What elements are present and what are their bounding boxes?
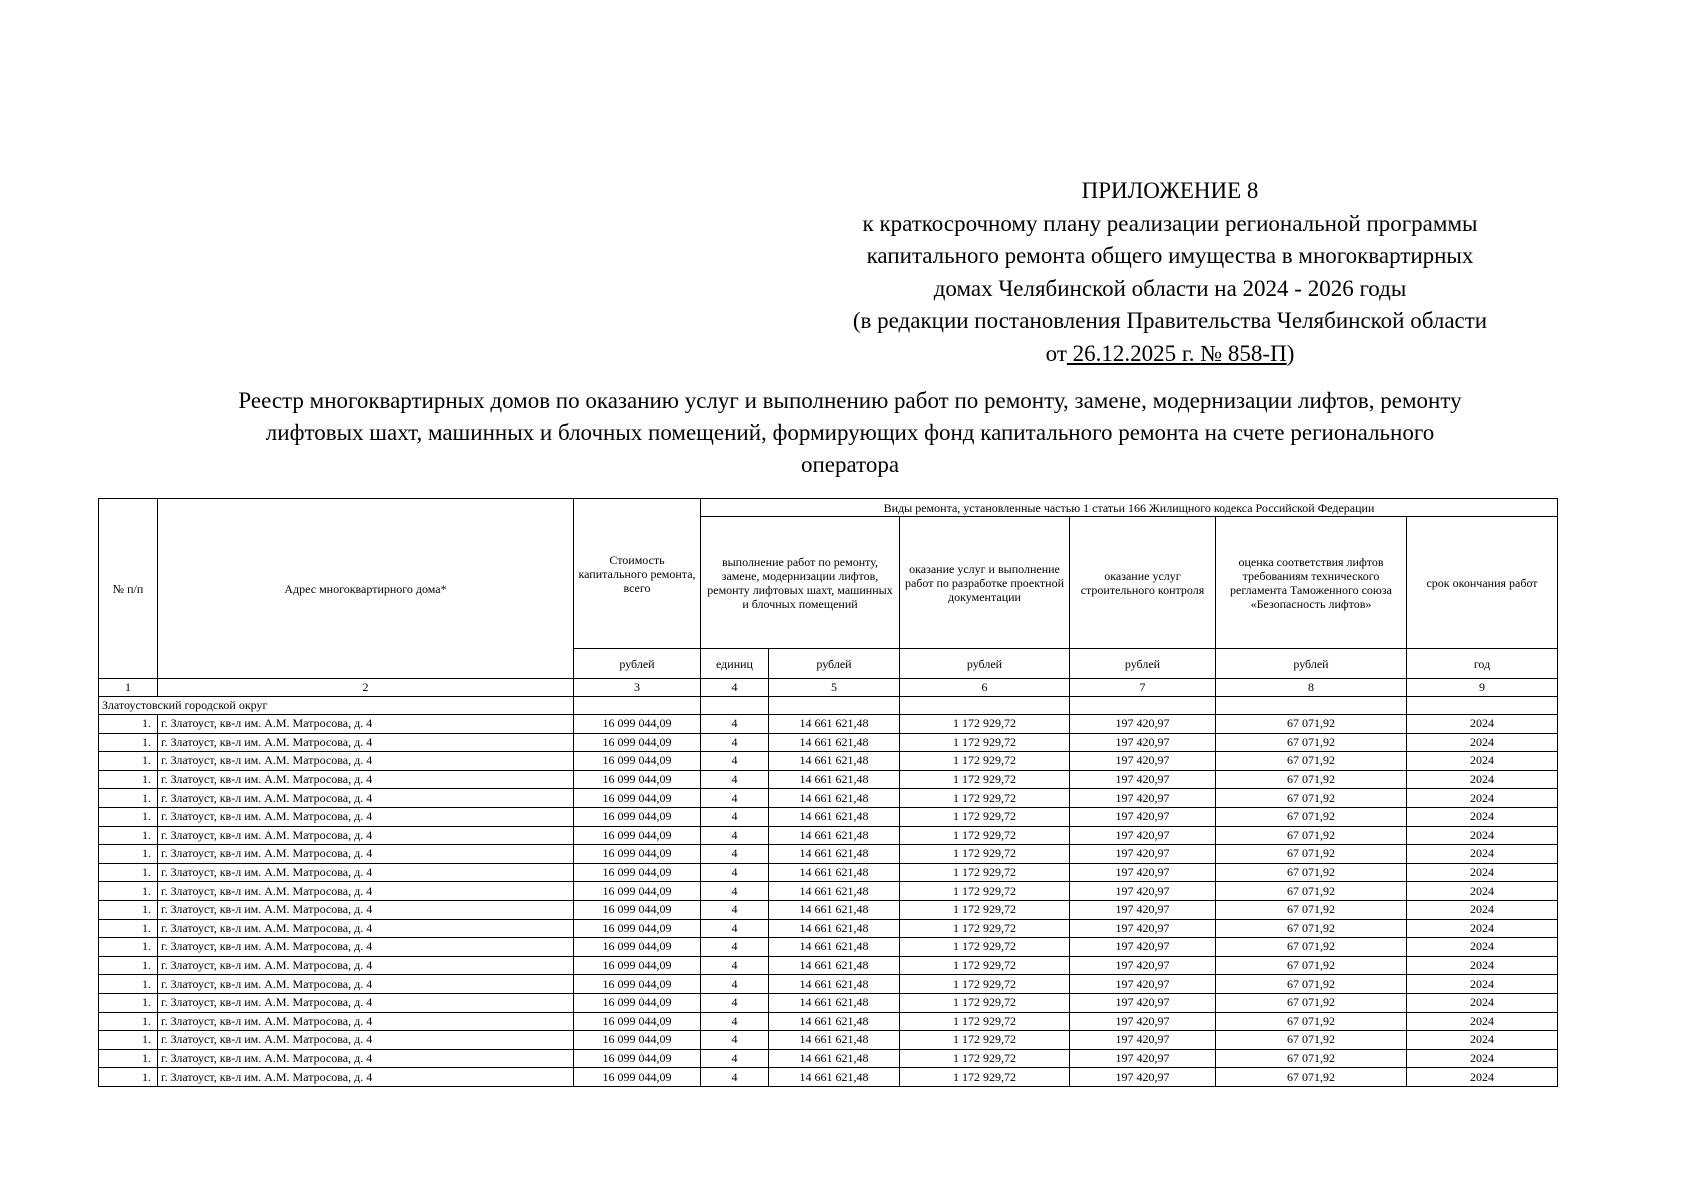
row-units: 4 <box>701 845 769 864</box>
row-control-cost: 197 420,97 <box>1070 1068 1216 1087</box>
row-control-cost: 197 420,97 <box>1070 919 1216 938</box>
row-units: 4 <box>701 1049 769 1068</box>
row-control-cost: 197 420,97 <box>1070 938 1216 957</box>
row-control-cost: 197 420,97 <box>1070 1049 1216 1068</box>
row-lift-cost: 14 661 621,48 <box>769 882 900 901</box>
column-number: 3 <box>574 679 701 697</box>
row-lift-cost: 14 661 621,48 <box>769 863 900 882</box>
appendix-line-5: (в редакции постановления Правительства Челябинской области <box>852 308 1488 333</box>
row-year: 2024 <box>1407 975 1558 994</box>
row-units: 4 <box>701 1012 769 1031</box>
table-row <box>99 826 1558 845</box>
row-year: 2024 <box>1407 807 1558 826</box>
registry-table <box>98 498 1558 1087</box>
table-row <box>99 1068 1558 1087</box>
row-units: 4 <box>701 826 769 845</box>
row-total-cost: 16 099 044,09 <box>574 1012 701 1031</box>
row-assessment-cost: 67 071,92 <box>1216 1068 1407 1087</box>
row-design-cost: 1 172 929,72 <box>900 1068 1070 1087</box>
row-lift-cost: 14 661 621,48 <box>769 752 900 771</box>
row-address: г. Златоуст, кв-л им. А.М. Матросова, д. 4 <box>158 882 574 901</box>
row-total-cost: 16 099 044,09 <box>574 863 701 882</box>
row-design-cost: 1 172 929,72 <box>900 1031 1070 1050</box>
row-units: 4 <box>701 938 769 957</box>
row-units: 4 <box>701 807 769 826</box>
row-num: 1. <box>99 938 158 957</box>
row-address: г. Златоуст, кв-л им. А.М. Матросова, д. 4 <box>158 975 574 994</box>
row-year: 2024 <box>1407 882 1558 901</box>
row-year: 2024 <box>1407 789 1558 808</box>
table-row <box>99 1012 1558 1031</box>
column-number: 5 <box>769 679 900 697</box>
row-year: 2024 <box>1407 1068 1558 1087</box>
row-num: 1. <box>99 975 158 994</box>
row-assessment-cost: 67 071,92 <box>1216 993 1407 1012</box>
row-year: 2024 <box>1407 1012 1558 1031</box>
row-control-cost: 197 420,97 <box>1070 993 1216 1012</box>
table-row <box>99 882 1558 901</box>
row-year: 2024 <box>1407 956 1558 975</box>
row-total-cost: 16 099 044,09 <box>574 938 701 957</box>
row-total-cost: 16 099 044,09 <box>574 789 701 808</box>
row-design-cost: 1 172 929,72 <box>900 863 1070 882</box>
row-assessment-cost: 67 071,92 <box>1216 1012 1407 1031</box>
appendix-line-6 <box>780 338 1560 371</box>
row-control-cost: 197 420,97 <box>1070 733 1216 752</box>
row-total-cost: 16 099 044,09 <box>574 845 701 864</box>
row-assessment-cost: 67 071,92 <box>1216 1031 1407 1050</box>
row-total-cost: 16 099 044,09 <box>574 1068 701 1087</box>
row-design-cost: 1 172 929,72 <box>900 770 1070 789</box>
row-lift-cost: 14 661 621,48 <box>769 938 900 957</box>
table-row <box>99 975 1558 994</box>
row-design-cost: 1 172 929,72 <box>900 845 1070 864</box>
table-row <box>99 993 1558 1012</box>
row-lift-cost: 14 661 621,48 <box>769 807 900 826</box>
row-address: г. Златоуст, кв-л им. А.М. Матросова, д. 4 <box>158 1068 574 1087</box>
row-assessment-cost: 67 071,92 <box>1216 770 1407 789</box>
row-total-cost: 16 099 044,09 <box>574 882 701 901</box>
registry-title <box>95 385 1605 481</box>
appendix-header <box>780 175 1560 370</box>
table-row <box>99 770 1558 789</box>
table-row <box>99 807 1558 826</box>
row-control-cost: 197 420,97 <box>1070 789 1216 808</box>
row-total-cost: 16 099 044,09 <box>574 975 701 994</box>
row-assessment-cost: 67 071,92 <box>1216 919 1407 938</box>
row-total-cost: 16 099 044,09 <box>574 900 701 919</box>
row-assessment-cost: 67 071,92 <box>1216 789 1407 808</box>
header-design: оказание услуг и выполнение работ по разработке проектной документации <box>900 517 1070 649</box>
row-assessment-cost: 67 071,92 <box>1216 956 1407 975</box>
header-assessment: оценка соответствия лифтов требованиям технического регламента Таможенного союза «Безопасность лифтов» <box>1216 517 1407 649</box>
row-year: 2024 <box>1407 900 1558 919</box>
row-num: 1. <box>99 993 158 1012</box>
row-num: 1. <box>99 882 158 901</box>
column-number: 1 <box>99 679 158 697</box>
row-num: 1. <box>99 733 158 752</box>
row-design-cost: 1 172 929,72 <box>900 715 1070 734</box>
row-total-cost: 16 099 044,09 <box>574 956 701 975</box>
row-lift-cost: 14 661 621,48 <box>769 919 900 938</box>
row-units: 4 <box>701 882 769 901</box>
row-lift-cost: 14 661 621,48 <box>769 1031 900 1050</box>
row-num: 1. <box>99 715 158 734</box>
row-year: 2024 <box>1407 752 1558 771</box>
row-address: г. Златоуст, кв-л им. А.М. Матросова, д. 4 <box>158 770 574 789</box>
row-year: 2024 <box>1407 845 1558 864</box>
appendix-title: ПРИЛОЖЕНИЕ 8 <box>1081 178 1259 203</box>
row-control-cost: 197 420,97 <box>1070 752 1216 771</box>
row-assessment-cost: 67 071,92 <box>1216 863 1407 882</box>
header-deadline: срок окончания работ <box>1407 517 1558 649</box>
column-number: 6 <box>900 679 1070 697</box>
unit-design: рублей <box>900 649 1070 679</box>
table-row <box>99 863 1558 882</box>
row-design-cost: 1 172 929,72 <box>900 1049 1070 1068</box>
region-name: Златоустовский городской округ <box>99 697 574 715</box>
row-year: 2024 <box>1407 826 1558 845</box>
row-lift-cost: 14 661 621,48 <box>769 956 900 975</box>
unit-control: рублей <box>1070 649 1216 679</box>
row-num: 1. <box>99 845 158 864</box>
row-design-cost: 1 172 929,72 <box>900 919 1070 938</box>
table-row <box>99 715 1558 734</box>
row-design-cost: 1 172 929,72 <box>900 975 1070 994</box>
table-row <box>99 789 1558 808</box>
row-units: 4 <box>701 789 769 808</box>
header-lift-works: выполнение работ по ремонту, замене, модернизации лифтов, ремонту лифтовых шахт, машинных и блочных помещений <box>701 517 900 649</box>
row-assessment-cost: 67 071,92 <box>1216 752 1407 771</box>
row-assessment-cost: 67 071,92 <box>1216 900 1407 919</box>
row-design-cost: 1 172 929,72 <box>900 752 1070 771</box>
table-row <box>99 733 1558 752</box>
row-address: г. Златоуст, кв-л им. А.М. Матросова, д. 4 <box>158 826 574 845</box>
row-lift-cost: 14 661 621,48 <box>769 845 900 864</box>
row-control-cost: 197 420,97 <box>1070 807 1216 826</box>
row-address: г. Златоуст, кв-л им. А.М. Матросова, д. 4 <box>158 752 574 771</box>
unit-count: единиц <box>701 649 769 679</box>
registry-title-line-3: оператора <box>800 452 900 477</box>
row-design-cost: 1 172 929,72 <box>900 956 1070 975</box>
row-total-cost: 16 099 044,09 <box>574 715 701 734</box>
table-row <box>99 845 1558 864</box>
row-control-cost: 197 420,97 <box>1070 770 1216 789</box>
row-year: 2024 <box>1407 733 1558 752</box>
row-assessment-cost: 67 071,92 <box>1216 845 1407 864</box>
row-year: 2024 <box>1407 938 1558 957</box>
row-units: 4 <box>701 900 769 919</box>
row-address: г. Златоуст, кв-л им. А.М. Матросова, д. 4 <box>158 807 574 826</box>
row-num: 1. <box>99 807 158 826</box>
row-address: г. Златоуст, кв-л им. А.М. Матросова, д. 4 <box>158 845 574 864</box>
row-address: г. Златоуст, кв-л им. А.М. Матросова, д. 4 <box>158 938 574 957</box>
row-assessment-cost: 67 071,92 <box>1216 1049 1407 1068</box>
header-num: № п/п <box>99 499 158 679</box>
row-units: 4 <box>701 993 769 1012</box>
row-units: 4 <box>701 919 769 938</box>
column-number: 4 <box>701 679 769 697</box>
row-design-cost: 1 172 929,72 <box>900 807 1070 826</box>
row-assessment-cost: 67 071,92 <box>1216 807 1407 826</box>
row-design-cost: 1 172 929,72 <box>900 789 1070 808</box>
appendix-date-suffix: ) <box>1286 340 1295 366</box>
appendix-line-4: домах Челябинской области на 2024 - 2026 годы <box>933 275 1407 301</box>
decree-number: № 858-П <box>1200 340 1287 366</box>
row-control-cost: 197 420,97 <box>1070 1012 1216 1031</box>
row-address: г. Златоуст, кв-л им. А.М. Матросова, д. 4 <box>158 1031 574 1050</box>
row-assessment-cost: 67 071,92 <box>1216 733 1407 752</box>
row-total-cost: 16 099 044,09 <box>574 752 701 771</box>
row-lift-cost: 14 661 621,48 <box>769 993 900 1012</box>
appendix-date-prefix: от <box>1045 340 1067 366</box>
header-total-cost: Стоимость капитального ремонта, всего <box>574 499 701 649</box>
row-lift-cost: 14 661 621,48 <box>769 715 900 734</box>
row-total-cost: 16 099 044,09 <box>574 807 701 826</box>
row-lift-cost: 14 661 621,48 <box>769 975 900 994</box>
row-total-cost: 16 099 044,09 <box>574 733 701 752</box>
row-units: 4 <box>701 715 769 734</box>
row-address: г. Златоуст, кв-л им. А.М. Матросова, д. 4 <box>158 789 574 808</box>
row-year: 2024 <box>1407 770 1558 789</box>
row-year: 2024 <box>1407 715 1558 734</box>
row-num: 1. <box>99 752 158 771</box>
appendix-line-2: к краткосрочному плану реализации региональной программы <box>862 210 1478 236</box>
row-total-cost: 16 099 044,09 <box>574 826 701 845</box>
row-design-cost: 1 172 929,72 <box>900 900 1070 919</box>
appendix-line-3: капитального ремонта общего имущества в многоквартирных <box>866 243 1474 268</box>
column-numbers-row <box>99 679 1558 697</box>
row-num: 1. <box>99 863 158 882</box>
row-lift-cost: 14 661 621,48 <box>769 900 900 919</box>
column-number: 8 <box>1216 679 1407 697</box>
row-address: г. Златоуст, кв-л им. А.М. Матросова, д. 4 <box>158 919 574 938</box>
table-row <box>99 956 1558 975</box>
row-units: 4 <box>701 863 769 882</box>
row-units: 4 <box>701 733 769 752</box>
row-year: 2024 <box>1407 1031 1558 1050</box>
unit-assessment: рублей <box>1216 649 1407 679</box>
table-row <box>99 752 1558 771</box>
row-address: г. Златоуст, кв-л им. А.М. Матросова, д. 4 <box>158 1012 574 1031</box>
row-control-cost: 197 420,97 <box>1070 863 1216 882</box>
row-lift-cost: 14 661 621,48 <box>769 1012 900 1031</box>
table-body <box>99 715 1558 1087</box>
row-units: 4 <box>701 770 769 789</box>
row-units: 4 <box>701 1031 769 1050</box>
table-row <box>99 900 1558 919</box>
row-num: 1. <box>99 956 158 975</box>
table-row <box>99 1031 1558 1050</box>
column-number: 7 <box>1070 679 1216 697</box>
row-design-cost: 1 172 929,72 <box>900 1012 1070 1031</box>
row-address: г. Златоуст, кв-л им. А.М. Матросова, д. 4 <box>158 993 574 1012</box>
row-year: 2024 <box>1407 993 1558 1012</box>
row-total-cost: 16 099 044,09 <box>574 770 701 789</box>
row-control-cost: 197 420,97 <box>1070 715 1216 734</box>
row-num: 1. <box>99 770 158 789</box>
row-address: г. Златоуст, кв-л им. А.М. Матросова, д. 4 <box>158 1049 574 1068</box>
column-number: 2 <box>158 679 574 697</box>
row-assessment-cost: 67 071,92 <box>1216 938 1407 957</box>
row-units: 4 <box>701 956 769 975</box>
row-year: 2024 <box>1407 1049 1558 1068</box>
row-num: 1. <box>99 919 158 938</box>
row-control-cost: 197 420,97 <box>1070 975 1216 994</box>
row-assessment-cost: 67 071,92 <box>1216 975 1407 994</box>
unit-lift-rub: рублей <box>769 649 900 679</box>
row-num: 1. <box>99 789 158 808</box>
row-total-cost: 16 099 044,09 <box>574 919 701 938</box>
row-units: 4 <box>701 752 769 771</box>
row-year: 2024 <box>1407 863 1558 882</box>
row-num: 1. <box>99 826 158 845</box>
row-total-cost: 16 099 044,09 <box>574 993 701 1012</box>
header-repair-types: Виды ремонта, установленные частью 1 статьи 166 Жилищного кодекса Российской Федерации <box>701 499 1558 517</box>
row-design-cost: 1 172 929,72 <box>900 993 1070 1012</box>
table-row <box>99 938 1558 957</box>
row-assessment-cost: 67 071,92 <box>1216 715 1407 734</box>
decree-date: 26.12.2025 г. <box>1066 340 1201 366</box>
region-row <box>99 697 1558 715</box>
header-address: Адрес многоквартирного дома* <box>158 499 574 679</box>
unit-year: год <box>1407 649 1558 679</box>
row-lift-cost: 14 661 621,48 <box>769 1049 900 1068</box>
header-control: оказание услуг строительного контроля <box>1070 517 1216 649</box>
row-lift-cost: 14 661 621,48 <box>769 826 900 845</box>
column-number: 9 <box>1407 679 1558 697</box>
row-address: г. Златоуст, кв-л им. А.М. Матросова, д. 4 <box>158 715 574 734</box>
row-total-cost: 16 099 044,09 <box>574 1049 701 1068</box>
row-num: 1. <box>99 1049 158 1068</box>
table-row <box>99 919 1558 938</box>
row-lift-cost: 14 661 621,48 <box>769 733 900 752</box>
row-lift-cost: 14 661 621,48 <box>769 789 900 808</box>
row-lift-cost: 14 661 621,48 <box>769 770 900 789</box>
row-design-cost: 1 172 929,72 <box>900 826 1070 845</box>
registry-title-line-2: лифтовых шахт, машинных и блочных помещений, формирующих фонд капитального ремонта на счете регионального <box>265 420 1435 445</box>
row-control-cost: 197 420,97 <box>1070 882 1216 901</box>
row-num: 1. <box>99 900 158 919</box>
table-row <box>99 1049 1558 1068</box>
row-units: 4 <box>701 1068 769 1087</box>
row-control-cost: 197 420,97 <box>1070 956 1216 975</box>
row-lift-cost: 14 661 621,48 <box>769 1068 900 1087</box>
row-num: 1. <box>99 1068 158 1087</box>
row-address: г. Златоуст, кв-л им. А.М. Матросова, д. 4 <box>158 733 574 752</box>
registry-title-line-1: Реестр многоквартирных домов по оказанию услуг и выполнению работ по ремонту, замене, модернизации лифтов, ремонту <box>238 388 1462 413</box>
row-address: г. Златоуст, кв-л им. А.М. Матросова, д. 4 <box>158 956 574 975</box>
row-control-cost: 197 420,97 <box>1070 900 1216 919</box>
row-address: г. Златоуст, кв-л им. А.М. Матросова, д. 4 <box>158 900 574 919</box>
row-assessment-cost: 67 071,92 <box>1216 826 1407 845</box>
row-design-cost: 1 172 929,72 <box>900 733 1070 752</box>
row-units: 4 <box>701 975 769 994</box>
row-assessment-cost: 67 071,92 <box>1216 882 1407 901</box>
row-control-cost: 197 420,97 <box>1070 1031 1216 1050</box>
row-num: 1. <box>99 1031 158 1050</box>
row-design-cost: 1 172 929,72 <box>900 938 1070 957</box>
row-total-cost: 16 099 044,09 <box>574 1031 701 1050</box>
row-year: 2024 <box>1407 919 1558 938</box>
row-control-cost: 197 420,97 <box>1070 845 1216 864</box>
row-control-cost: 197 420,97 <box>1070 826 1216 845</box>
row-design-cost: 1 172 929,72 <box>900 882 1070 901</box>
unit-total: рублей <box>574 649 701 679</box>
row-address: г. Златоуст, кв-л им. А.М. Матросова, д. 4 <box>158 863 574 882</box>
row-num: 1. <box>99 1012 158 1031</box>
